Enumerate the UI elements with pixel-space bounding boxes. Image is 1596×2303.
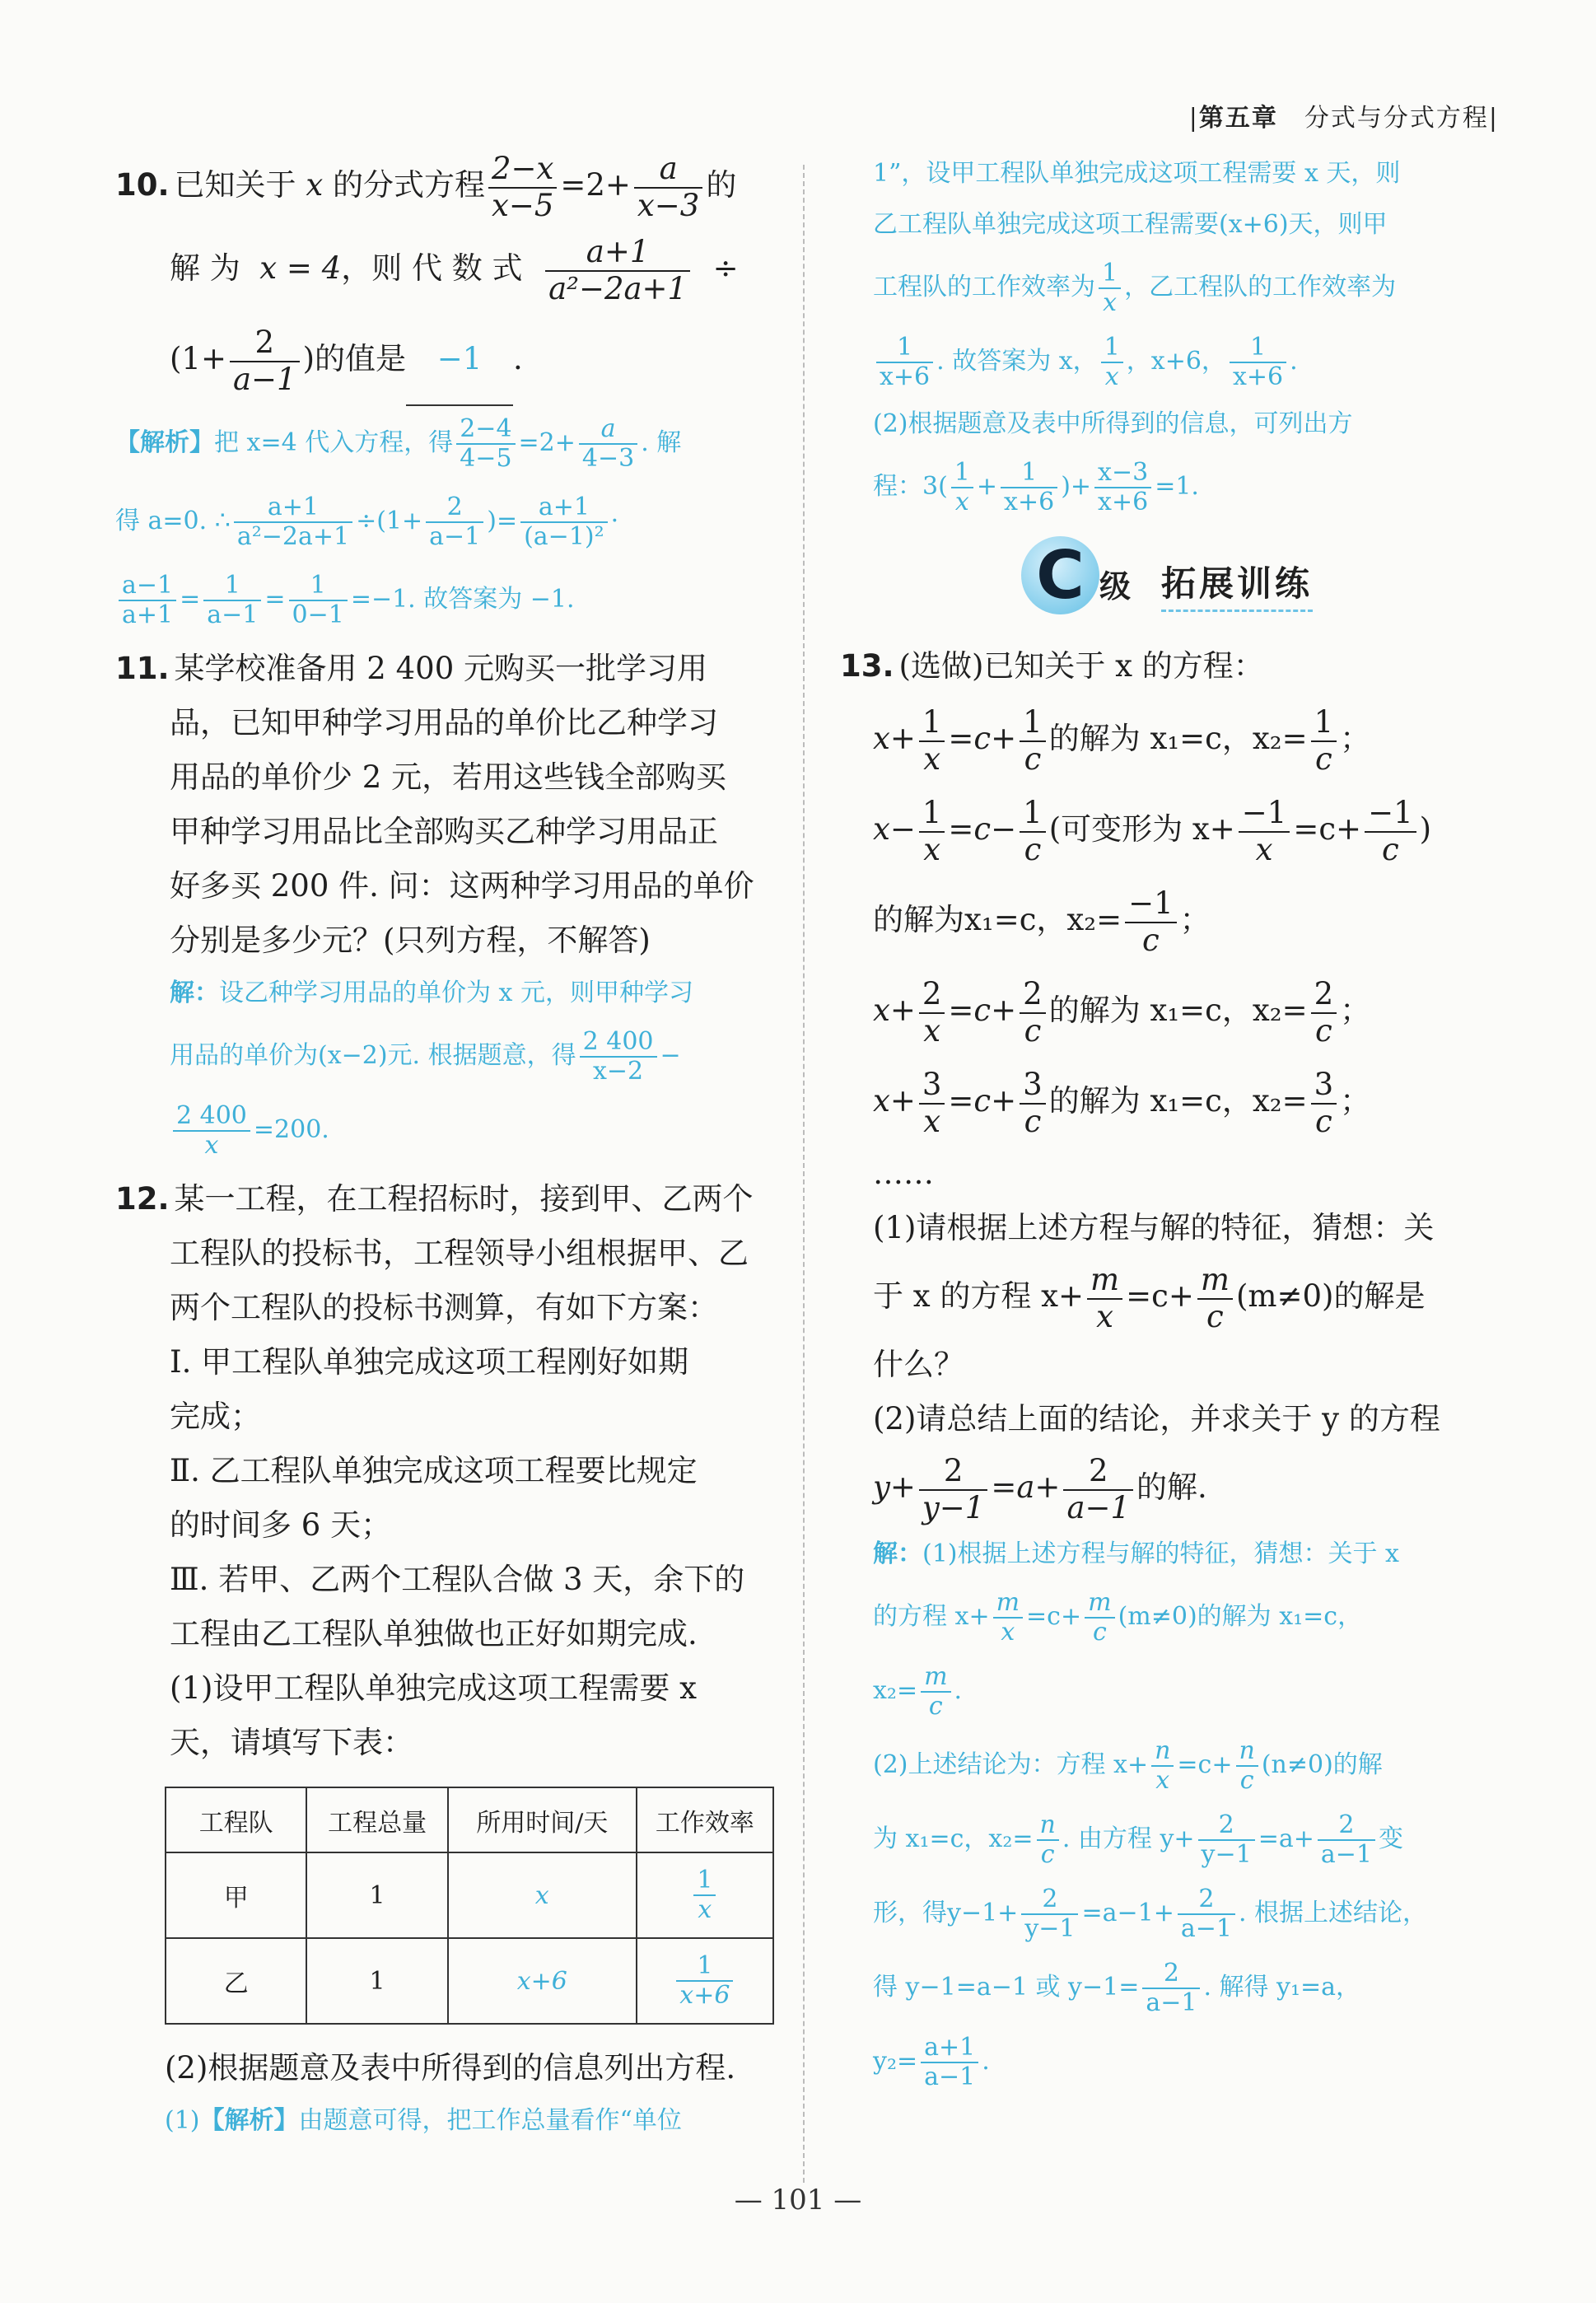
q12-ans7c: =1. <box>1155 472 1199 501</box>
q12-line: Ⅰ. 甲工程队单独完成这项工程刚好如期 <box>170 1344 689 1380</box>
question-number: 11. <box>115 651 170 687</box>
q10-ans1: 把 x=4 代入方程，得 <box>214 428 454 458</box>
question-10 <box>115 148 774 637</box>
q12-line: (1)设甲工程队单独完成这项工程需要 x <box>170 1670 698 1707</box>
q13-p2a: (2)请总结上面的结论，并求关于 y 的方程 <box>873 1401 1440 1436</box>
q13-e3b: =c+ <box>948 993 1017 1028</box>
q10-ans2: 得 a=0. ∴ <box>115 507 231 536</box>
q13-ans8a: y₂= <box>873 2047 918 2076</box>
q11-line: 用品的单价少 2 元，若用这些钱全部购买 <box>170 759 727 796</box>
q13-ans4a: (2)上述结论为：方程 x+ <box>873 1750 1149 1779</box>
q13-frac: $\frac{1}{x}$ <box>919 705 945 777</box>
q13-frac: $\frac{a+1}{a-1}$ <box>921 2034 978 2092</box>
q10-ans3: =−1. 故答案为 −1. <box>350 585 575 614</box>
q13-frac: $\frac{2}{y-1}$ <box>919 1454 987 1525</box>
q11-line: 分别是多少元？(只列方程，不解答) <box>170 923 651 959</box>
q10-eqs-1: = <box>180 585 201 614</box>
q10-intro: 已知关于 <box>174 167 296 203</box>
q13-e1c: 的解为 x₁=c，x₂= <box>1048 721 1308 756</box>
q13-frac: $\frac{n}{x}$ <box>1151 1737 1174 1796</box>
solution-tag: 解： <box>170 979 219 1008</box>
q13-ans1: (1)根据上述方程与解的特征，猜想：关于 x <box>922 1539 1399 1568</box>
question-number: 12. <box>115 1181 170 1217</box>
q12-ans-a: (1) <box>165 2106 200 2136</box>
q13-ans5c: 变 <box>1379 1824 1403 1853</box>
q13-frac: $\frac{m}{c}$ <box>1197 1263 1233 1334</box>
table-cell: 1 <box>306 1852 447 1938</box>
q10-line2: 解 为 <box>170 250 240 287</box>
q10-ans-eq2: )= <box>487 507 518 536</box>
q13-dots: …… <box>873 1156 934 1191</box>
q13-ans3a: x₂= <box>873 1676 918 1705</box>
q12-frac-c: $\frac{1}{x}$ <box>1101 334 1123 392</box>
q13-ans7a: 得 y−1=a−1 或 y−1= <box>873 1973 1140 2002</box>
table-row <box>166 1852 773 1938</box>
q13-frac: $\frac{2}{y-1}$ <box>1021 1885 1078 1944</box>
q13-frac: $\frac{3}{c}$ <box>1311 1067 1337 1139</box>
q12-ans7a: 程：3( <box>873 472 948 501</box>
q13-frac: $\frac{n}{c}$ <box>1236 1737 1258 1796</box>
q10-ans-div: ÷(1+ <box>356 507 423 536</box>
q10-ans-frac7: $\frac{1}{a-1}$ <box>203 572 261 630</box>
table-header: 工作效率 <box>637 1787 773 1852</box>
q13-p1d: 什么？ <box>873 1347 964 1382</box>
q12-line: 工程由乙工程队单独做也正好如期完成. <box>170 1616 698 1652</box>
q13-intro: (选做)已知关于 x 的方程： <box>898 648 1264 684</box>
q11-ans1: 设乙种学习用品的单价为 x 元，则甲种学习 <box>219 979 693 1008</box>
q13-frac: $\frac{2}{y-1}$ <box>1198 1811 1255 1870</box>
table-row <box>166 1938 773 2024</box>
q13-e2e: ) <box>1419 811 1432 847</box>
q10-var: x <box>306 167 324 203</box>
q12-dot: . <box>1290 347 1298 376</box>
level-label: 级 <box>1099 568 1132 605</box>
q10-ans-frac1: $\frac{2-4}{4-5}$ <box>456 415 515 474</box>
q13-frac: $\frac{2}{a-1}$ <box>1178 1885 1235 1944</box>
q12-ans2: 1”，设甲工程队单独完成这项工程需要 x 天，则 <box>873 159 1401 188</box>
q13-ans2b: (m≠0)的解为 x₁=c， <box>1118 1602 1363 1631</box>
q13-frac: $\frac{1}{c}$ <box>1020 705 1046 777</box>
analysis-tag: 【解析】 <box>199 2106 299 2136</box>
q10-ans-frac6: $\frac{a-1}{a+1}$ <box>119 572 176 630</box>
q13-e2d: =c+ <box>1293 811 1362 847</box>
q10-close: ) <box>302 341 315 377</box>
answer-blank[interactable]: −1 <box>406 314 513 406</box>
chapter-title: 分式与分式方程 <box>1304 104 1489 133</box>
chapter-label: 第五章 <box>1198 104 1278 133</box>
q12-ans5: . 故答案为 x， <box>936 347 1098 376</box>
q10-ans-frac8: $\frac{1}{0-1}$ <box>289 572 348 630</box>
q11-ans2: 用品的单价为(x−2)元. 根据题意，得 <box>170 1041 576 1071</box>
table-cell: 1 <box>306 1938 447 2024</box>
q13-frac: $\frac{-1}{c}$ <box>1365 796 1416 867</box>
q13-p2c: =a+ <box>991 1469 1061 1505</box>
q13-dot: . <box>982 2047 990 2076</box>
table-header: 工程队 <box>166 1787 306 1852</box>
q12-ans3: 乙工程队单独完成这项工程需要(x+6)天，则甲 <box>873 210 1388 239</box>
table-header: 所用时间/天 <box>448 1787 637 1852</box>
q11-line: 甲种学习用品比全部购买乙种学习用品正 <box>170 814 718 850</box>
page-footer: — 101 — <box>734 2184 862 2217</box>
q13-semi: ； <box>1340 721 1371 756</box>
q12-ans4: 工程队的工作效率为 <box>873 273 1095 301</box>
question-11 <box>115 642 774 1167</box>
q12-frac-a: $\frac{1}{x}$ <box>1099 259 1121 318</box>
q10-eqs-2: = <box>264 585 286 614</box>
q12-line: 工程队的投标书，工程领导小组根据甲、乙 <box>170 1236 749 1272</box>
right-column <box>840 148 1507 2099</box>
q13-frac: $\frac{3}{c}$ <box>1020 1067 1046 1139</box>
q10-x4: x = 4 <box>259 250 342 287</box>
q12-comma: ， <box>1126 347 1151 376</box>
q13-p1a: (1)请根据上述方程与解的特征，猜想：关 <box>873 1210 1435 1245</box>
q12-frac-g: $\frac{x-3}{x+6}$ <box>1094 459 1151 517</box>
q10-ans-frac5: $\frac{a+1}{\text{(a−1)²}}$ <box>520 493 608 552</box>
q11-line: 好多买 200 件. 问：这两种学习用品的单价 <box>170 868 754 904</box>
work-table <box>165 1787 774 2025</box>
q13-ans7b: . 解得 y₁=a， <box>1203 1973 1361 2002</box>
q13-p1b: 于 x 的方程 x+ <box>873 1278 1085 1314</box>
q12-plus: + <box>976 472 998 501</box>
q13-e4b: =c+ <box>948 1083 1017 1119</box>
q13-semi: ； <box>1179 902 1211 937</box>
table-cell[interactable]: x <box>448 1852 637 1938</box>
q13-frac: $\frac{1}{c}$ <box>1020 796 1046 867</box>
q12-part2: (2)根据题意及表中所得到的信息列出方程. <box>165 2050 736 2086</box>
q13-ans6c: . 根据上述结论， <box>1238 1899 1428 1927</box>
analysis-tag: 【解析】 <box>115 428 214 458</box>
q12-line: 天，请填写下表： <box>170 1725 413 1761</box>
q13-semi: ； <box>1340 1083 1371 1119</box>
q13-frac: $\frac{n}{c}$ <box>1037 1811 1059 1870</box>
q13-e4a: x+ <box>873 1083 916 1119</box>
q10-ans-frac2: $\frac{a}{4-3}$ <box>579 415 637 474</box>
q13-dot: . <box>954 1676 963 1705</box>
q12-line: 两个工程队的投标书测算，有如下方案： <box>170 1290 718 1326</box>
q13-e2c: (可变形为 x+ <box>1048 811 1235 847</box>
table-cell: 乙 <box>166 1938 306 2024</box>
q12-ans1: 由题意可得，把工作总量看作“单位 <box>298 2106 682 2136</box>
q10-frac4: $\frac{2}{a-1}$ <box>230 325 300 397</box>
table-cell: 甲 <box>166 1852 306 1938</box>
q12-ans4b: ，乙工程队的工作效率为 <box>1124 273 1397 301</box>
q11-frac2: $\frac{2 400}{x}$ <box>173 1102 250 1161</box>
q13-ans6b: =a−1+ <box>1081 1899 1174 1927</box>
q13-p2d: 的解. <box>1136 1469 1207 1505</box>
page-header: |第五章 分式与分式方程| <box>1188 104 1499 133</box>
q10-period: . <box>513 341 523 377</box>
table-header-row <box>166 1787 773 1852</box>
q11-ans3: =200. <box>253 1115 329 1145</box>
question-13 <box>840 639 1507 2099</box>
q12-x6: x+6， <box>1150 347 1226 376</box>
q13-ans4b: (n≠0)的解 <box>1261 1750 1383 1779</box>
q12-ans7b: )+ <box>1061 472 1092 501</box>
q13-frac: $\frac{-1}{x}$ <box>1239 796 1290 867</box>
q11-minus: − <box>660 1041 681 1071</box>
q10-line2b: ，则 代 数 式 <box>341 250 523 287</box>
level-c-badge-icon: C <box>1021 536 1099 614</box>
table-cell[interactable]: x+6 <box>448 1938 637 2024</box>
q12-frac-e: $\frac{1}{x}$ <box>951 459 973 517</box>
q13-frac: $\frac{3}{x}$ <box>919 1067 945 1139</box>
q13-frac: $\frac{m}{x}$ <box>993 1589 1023 1647</box>
q10-ans-eq: =2+ <box>518 428 576 458</box>
q13-frac: $\frac{2}{a-1}$ <box>1142 1960 1200 2018</box>
q13-e3a: x+ <box>873 993 916 1028</box>
q13-ans2a: 的方程 x+ <box>873 1602 990 1631</box>
q13-frac: $\frac{m}{x}$ <box>1087 1263 1122 1334</box>
q13-frac: $\frac{m}{c}$ <box>921 1663 950 1721</box>
q12-frac-b: $\frac{1}{x+6}$ <box>876 334 933 392</box>
q13-ans4-eq: =c+ <box>1177 1750 1233 1779</box>
q10-div: ÷ <box>712 250 739 287</box>
q10-ans-frac4: $\frac{2}{a-1}$ <box>426 493 483 552</box>
q10-open: (1+ <box>170 341 226 377</box>
q10-ans-dot: · <box>610 507 619 536</box>
q13-frac: $\frac{2}{a-1}$ <box>1063 1454 1133 1525</box>
q10-frac3: $\frac{a+1}{\text{a²−2a+1}}$ <box>545 235 690 306</box>
q10-ans1b: . 解 <box>641 428 682 458</box>
q13-e4c: 的解为 x₁=c，x₂= <box>1048 1083 1308 1119</box>
q12-line: Ⅲ. 若甲、乙两个工程队合做 3 天，余下的 <box>170 1562 745 1598</box>
q13-e2b: =c− <box>948 811 1017 847</box>
q13-ans5-eq: =a+ <box>1258 1824 1314 1853</box>
table-cell[interactable]: $\frac{1}{x}$ <box>637 1852 773 1938</box>
q10-frac2: $\frac{a}{x-3}$ <box>634 152 702 223</box>
q12-frac-f: $\frac{1}{x+6}$ <box>1001 459 1057 517</box>
q12-line: 的时间多 6 天； <box>170 1507 392 1544</box>
q10-ans-frac3: $\frac{a+1}{\text{a²−2a+1}}$ <box>234 493 352 552</box>
left-column <box>115 148 774 2147</box>
solution-tag: 解： <box>873 1539 922 1568</box>
q12-line: 完成； <box>170 1399 261 1435</box>
q13-ans6a: 形，得y−1+ <box>873 1899 1019 1927</box>
question-12 <box>115 1172 774 2147</box>
question-number: 10. <box>115 167 170 203</box>
q13-frac: $\frac{2}{c}$ <box>1311 977 1337 1049</box>
q12-ans6: (2)根据题意及表中所得到的信息，可列出方 <box>873 409 1353 438</box>
q13-p1c: (m≠0)的解是 <box>1235 1278 1426 1314</box>
q13-frac: $\frac{m}{c}$ <box>1085 1589 1114 1647</box>
q13-semi: ； <box>1340 993 1371 1028</box>
q13-ans2-eq: =c+ <box>1026 1602 1082 1631</box>
column-divider <box>803 165 805 2183</box>
q13-e1a: x+ <box>873 721 916 756</box>
q13-frac: $\frac{1}{x}$ <box>919 796 945 867</box>
q10-line3: 的值是 <box>315 341 407 377</box>
question-number: 13. <box>840 648 894 684</box>
q13-frac: $\frac{-1}{c}$ <box>1125 886 1177 958</box>
q10-frac1: $\frac{2-x}{x-5}$ <box>488 152 557 223</box>
q13-frac: $\frac{2}{c}$ <box>1020 977 1046 1049</box>
q13-ans5a: 为 x₁=c，x₂= <box>873 1824 1034 1853</box>
q12-frac-d: $\frac{1}{x+6}$ <box>1230 334 1286 392</box>
q13-frac: $\frac{1}{c}$ <box>1311 705 1337 777</box>
q12-line: 某一工程，在工程招标时，接到甲、乙两个 <box>174 1181 754 1217</box>
q13-e2a: x− <box>873 811 916 847</box>
q13-frac: $\frac{2}{a-1}$ <box>1318 1811 1375 1870</box>
q13-p1-eq: =c+ <box>1126 1278 1194 1314</box>
q12-line: Ⅱ. 乙工程队单独完成这项工程要比规定 <box>170 1453 698 1489</box>
q10-de: 的 <box>706 167 737 203</box>
q11-line: 某学校准备用 2 400 元购买一批学习用 <box>174 651 707 687</box>
q11-line: 品，已知甲种学习用品的单价比乙种学习 <box>170 705 718 741</box>
q13-frac: $\frac{2}{x}$ <box>919 977 945 1049</box>
page-number: 101 <box>771 2184 825 2217</box>
q13-e3c: 的解为 x₁=c，x₂= <box>1048 993 1308 1028</box>
q13-e2f: 的解为x₁=c，x₂= <box>873 902 1122 937</box>
q11-frac1: $\frac{2 400}{x-2}$ <box>580 1028 657 1086</box>
q10-eq: =2+ <box>560 167 631 203</box>
table-cell[interactable]: $\frac{1}{x+6}$ <box>637 1938 773 2024</box>
q10-mid: 的分式方程 <box>332 167 485 203</box>
section-title: 拓展训练 <box>1161 557 1313 612</box>
q13-e1b: =c+ <box>948 721 1017 756</box>
table-header: 工程总量 <box>306 1787 447 1852</box>
section-heading <box>1021 532 1507 631</box>
q13-p2b: y+ <box>873 1469 916 1505</box>
q13-ans5b: . 由方程 y+ <box>1062 1824 1195 1853</box>
